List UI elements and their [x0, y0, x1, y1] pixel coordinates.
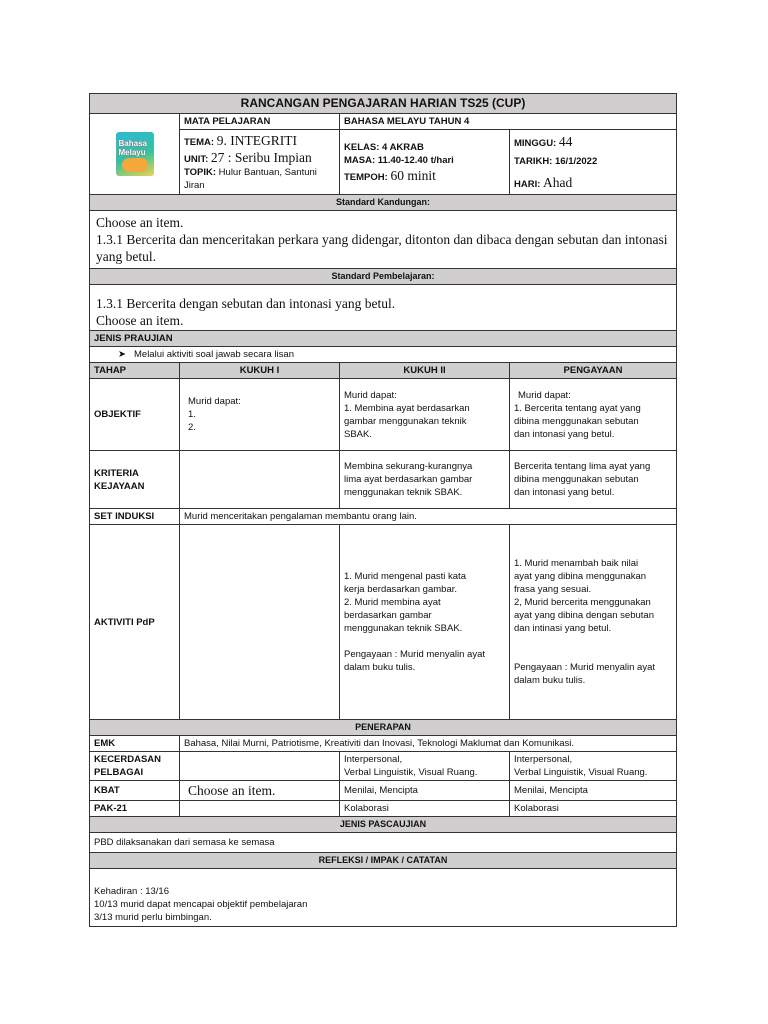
- objektif-label: OBJEKTIF: [90, 379, 180, 451]
- set-induksi-label: SET INDUKSI: [90, 509, 180, 525]
- header-kukuh-2: KUKUH II: [340, 363, 510, 379]
- emk-label: EMK: [90, 736, 180, 752]
- header-tahap: TAHAP: [90, 363, 180, 379]
- standard-pembelajaran-content: [90, 285, 677, 331]
- header-pengayaan: PENGAYAAN: [510, 363, 677, 379]
- jenis-praujian-header: JENIS PRAUJIAN: [90, 331, 677, 347]
- hari-value: Ahad: [543, 175, 573, 190]
- set-induksi-value: Murid menceritakan pengalaman membantu orang lain.: [180, 509, 677, 525]
- kelas-masa-tempoh-cell: KELAS: 4 AKRAB MASA: 11.40-12.40 t/hari TEMPOH: 60 minit: [340, 130, 510, 195]
- standard-kandungan-text: 1.3.1 Bercerita dan menceritakan perkara yang didengar, ditonton dan dibaca dengan sebutan dan intonasi yang betul.: [96, 232, 668, 264]
- standard-kandungan-header: Standard Kandungan:: [90, 195, 677, 211]
- kecerdasan-kukuh-1: [180, 752, 340, 781]
- kehadiran-line: Kehadiran : 13/16: [94, 886, 170, 897]
- aktiviti-kukuh-2: 1. Murid mengenal pasti kata kerja berdasarkan gambar. 2. Murid membina ayat berdasarkan gambar menggunakan teknik SBAK. Pengayaan : Murid menyalin ayat dalam buku tulis.: [340, 525, 510, 720]
- objektif-pengayaan: Murid dapat: 1. Bercerita tentang ayat yang dibina menggunakan sebutan dan intonasi yang betul.: [510, 379, 677, 451]
- praujian-item: ➤ Melalui aktiviti soal jawab secara lisan: [90, 347, 677, 363]
- pak21-kukuh-1: [180, 801, 340, 817]
- emk-value: Bahasa, Nilai Murni, Patriotisme, Kreativiti dan Inovasi, Teknologi Maklumat dan Komunikasi.: [180, 736, 677, 752]
- masa-value: MASA: 11.40-12.40 t/hari: [344, 154, 454, 166]
- standard-kandungan-content: [90, 211, 677, 269]
- tarikh-value: TARIKH: 16/1/2022: [510, 153, 677, 171]
- lesson-plan-table: [89, 93, 677, 927]
- kbat-kukuh-2: Menilai, Mencipta: [340, 781, 510, 801]
- header-kukuh-1: KUKUH I: [180, 363, 340, 379]
- objektif-kukuh-1: Murid dapat: 1. 2.: [180, 379, 340, 451]
- kriteria-pengayaan: Bercerita tentang lima ayat yang dibina menggunakan sebutan dan intonasi yang betul.: [510, 451, 677, 509]
- pak21-pengayaan: Kolaborasi: [510, 801, 677, 817]
- tema-value: 9. INTEGRITI: [216, 133, 297, 148]
- kecerdasan-pengayaan: Interpersonal, Verbal Linguistik, Visual Ruang.: [510, 752, 677, 781]
- mata-pelajaran-label: MATA PELAJARAN: [180, 114, 340, 130]
- kbat-choose-item-dropdown[interactable]: Choose an item.: [180, 781, 340, 801]
- minggu-cell: MINGGU: 44: [510, 130, 677, 153]
- kriteria-kukuh-1: [180, 451, 340, 509]
- aktiviti-label: AKTIVITI PdP: [90, 525, 180, 720]
- kbat-label: KBAT: [90, 781, 180, 801]
- pak21-kukuh-2: Kolaborasi: [340, 801, 510, 817]
- aktiviti-pengayaan: 1. Murid menambah baik nilai ayat yang dibina menggunakan frasa yang sesuai. 2, Murid bercerita menggunakan ayat yang dibina dengan sebutan dan intinasi yang betul. Pengayaan : Murid menyalin ayat dalam buku tulis.: [510, 525, 677, 720]
- choose-item-dropdown[interactable]: Choose an item.: [96, 313, 184, 328]
- standard-pembelajaran-text: 1.3.1 Bercerita dengan sebutan dan intonasi yang betul.: [96, 296, 396, 311]
- topik-value: Hulur Bantuan, Santuni Jiran: [184, 167, 317, 191]
- choose-item-dropdown[interactable]: Choose an item.: [96, 215, 184, 230]
- kriteria-kukuh-2: Membina sekurang-kurangnya lima ayat berdasarkan gambar menggunakan teknik SBAK.: [340, 451, 510, 509]
- tema-unit-topik-cell: TEMA: 9. INTEGRITI UNIT: 27 : Seribu Impian TOPIK: Hulur Bantuan, Santuni Jiran: [180, 130, 340, 195]
- arrow-bullet-icon: ➤: [118, 349, 126, 360]
- pascaujian-header: JENIS PASCAUJIAN: [90, 817, 677, 833]
- kelas-value: KELAS: 4 AKRAB: [344, 141, 424, 153]
- standard-pembelajaran-header: Standard Pembelajaran:: [90, 269, 677, 285]
- unit-value: 27 : Seribu Impian: [210, 150, 312, 165]
- pak21-label: PAK-21: [90, 801, 180, 817]
- aktiviti-kukuh-1: [180, 525, 340, 720]
- refleksi-header: REFLEKSI / IMPAK / CATATAN: [90, 853, 677, 869]
- objektif-kukuh-2: Murid dapat: 1. Membina ayat berdasarkan gambar menggunakan teknik SBAK.: [340, 379, 510, 451]
- pascaujian-value: PBD dilaksanakan dari semasa ke semasa: [90, 833, 677, 853]
- kbat-pengayaan: Menilai, Mencipta: [510, 781, 677, 801]
- objektif-result-line: 10/13 murid dapat mencapai objektif pembelajaran: [94, 899, 308, 910]
- kriteria-label: KRITERIA KEJAYAAN: [90, 451, 180, 509]
- bahasa-melayu-logo-icon: Bahasa Melayu: [116, 132, 154, 176]
- minggu-value: 44: [558, 133, 573, 149]
- refleksi-content: [90, 869, 677, 927]
- book-logo: [90, 114, 180, 195]
- hari-cell: HARI: Ahad: [510, 171, 677, 194]
- page-title: RANCANGAN PENGAJARAN HARIAN TS25 (CUP): [90, 94, 677, 114]
- tempoh-value: 60 minit: [390, 167, 436, 183]
- penerapan-header: PENERAPAN: [90, 720, 677, 736]
- mata-pelajaran-value: BAHASA MELAYU TAHUN 4: [340, 114, 677, 130]
- bimbingan-line: 3/13 murid perlu bimbingan.: [94, 912, 212, 923]
- lesson-plan-document: [89, 93, 676, 927]
- kecerdasan-kukuh-2: Interpersonal, Verbal Linguistik, Visual Ruang.: [340, 752, 510, 781]
- kecerdasan-label: KECERDASAN PELBAGAI: [90, 752, 180, 781]
